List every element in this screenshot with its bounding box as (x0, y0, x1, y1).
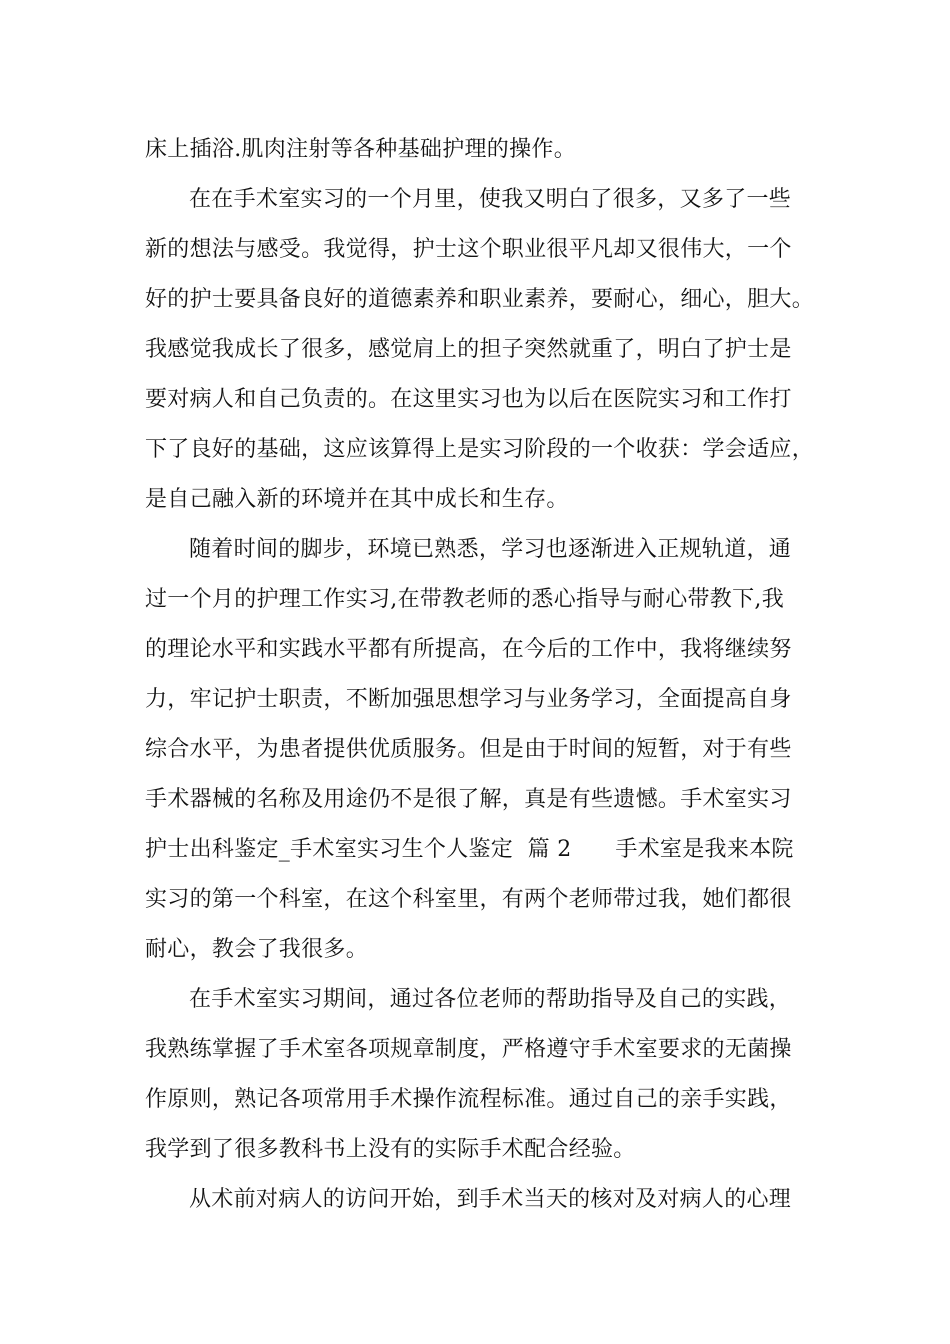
text-line: 综合水平，为患者提供优质服务。但是由于时间的短暂，对于有些 (145, 737, 792, 762)
text-line: 我熟练掌握了手术室各项规章制度，严格遵守手术室要求的无菌操 (145, 1037, 792, 1062)
text-line: 作原则，熟记各项常用手术操作流程标准。通过自己的亲手实践， (145, 1087, 792, 1112)
paragraph-start-line: 在手术室实习期间，通过各位老师的帮助指导及自己的实践， (189, 987, 792, 1012)
text-line: 好的护士要具备良好的道德素养和职业素养，要耐心，细心，胆大。 (145, 287, 815, 312)
paragraph-start-line: 随着时间的脚步，环境已熟悉，学习也逐渐进入正规轨道，通 (189, 537, 792, 562)
text-line: 过一个月的护理工作实习,在带教老师的悉心指导与耐心带教下,我 (145, 587, 784, 612)
text-line: 下了良好的基础，这应该算得上是实习阶段的一个收获：学会适应， (145, 437, 815, 462)
text-line: 护士出科鉴定_手术室实习生个人鉴定 篇 2 手术室是我来本院 (145, 837, 794, 862)
text-line: 手术器械的名称及用途仍不是很了解，真是有些遗憾。手术室实习 (145, 787, 792, 812)
text-line: 是自己融入新的环境并在其中成长和生存。 (145, 487, 569, 512)
paragraph-start-line: 从术前对病人的访问开始，到手术当天的核对及对病人的心理 (189, 1187, 792, 1212)
text-line: 的理论水平和实践水平都有所提高，在今后的工作中，我将继续努 (145, 637, 792, 662)
text-line: 我学到了很多教科书上没有的实际手术配合经验。 (145, 1137, 636, 1162)
text-line: 新的想法与感受。我觉得，护士这个职业很平凡却又很伟大，一个 (145, 237, 792, 262)
text-line: 耐心，教会了我很多。 (145, 937, 369, 962)
text-line: 要对病人和自己负责的。在这里实习也为以后在医院实习和工作打 (145, 387, 792, 412)
paragraph-start-line: 在在手术室实习的一个月里，使我又明白了很多，又多了一些 (189, 187, 792, 212)
text-line: 实习的第一个科室，在这个科室里，有两个老师带过我，她们都很 (145, 887, 792, 912)
text-line: 床上插浴.肌肉注射等各种基础护理的操作。 (145, 137, 576, 162)
text-line: 我感觉我成长了很多，感觉肩上的担子突然就重了，明白了护士是 (145, 337, 792, 362)
text-line: 力，牢记护士职责，不断加强思想学习与业务学习，全面提高自身 (145, 687, 792, 712)
